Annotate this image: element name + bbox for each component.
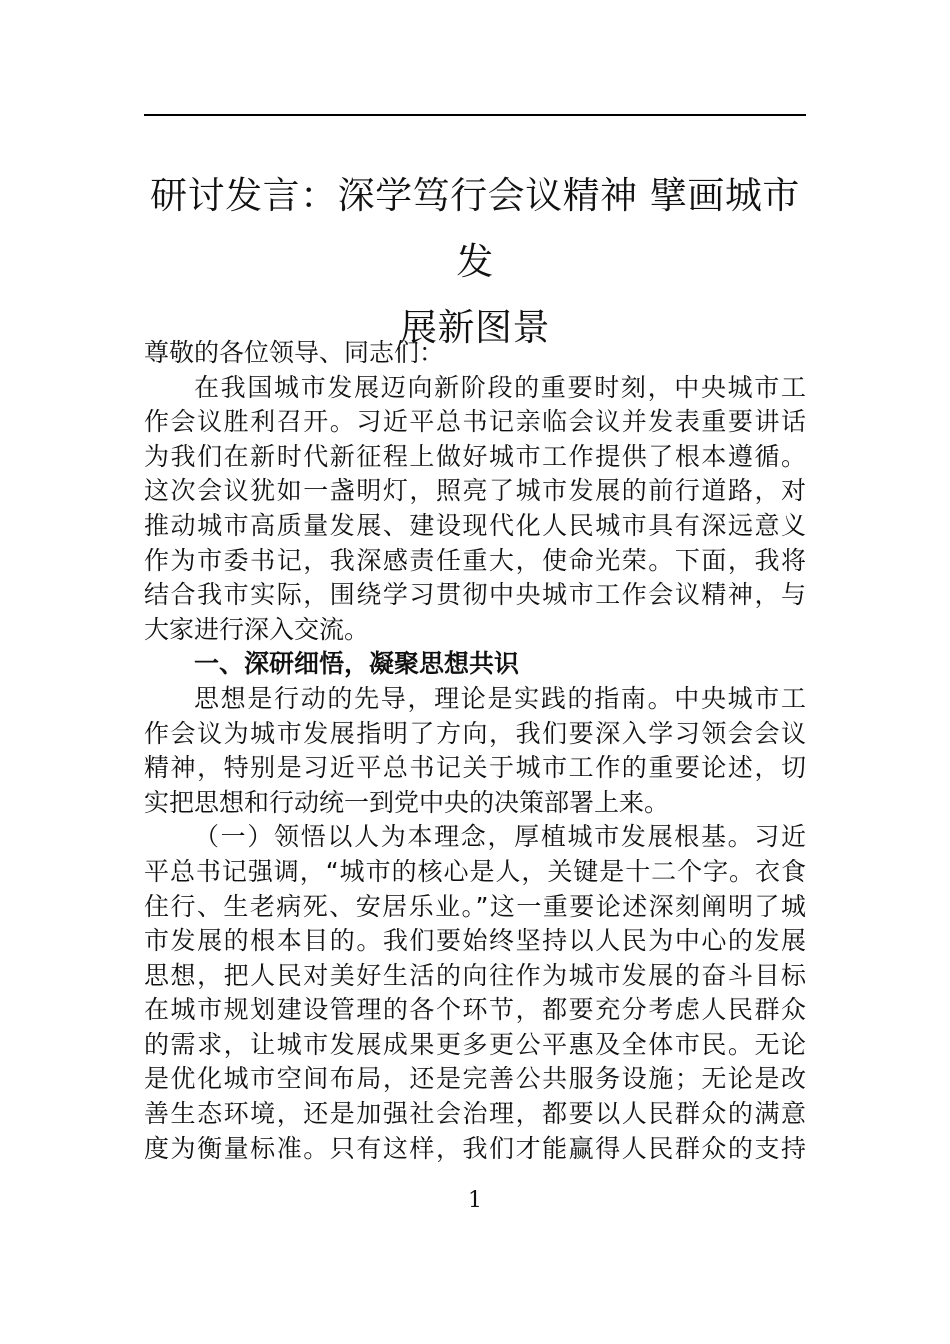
text-line: 思想是行动的先导，理论是实践的指南。中央城市工 [194,683,806,713]
title-line-2: 展新图景 [400,306,550,349]
text-line: 思想，把人民对美好生活的向往作为城市发展的奋斗目标 [144,960,806,990]
salutation: 尊敬的各位领导、同志们： [144,338,445,367]
text-line: 市发展的根本目的。我们要始终坚持以人民为中心的发展 [144,926,806,956]
text-line: 结合我市实际，围绕学习贯彻中央城市工作会议精神，与 [144,580,806,610]
text-line: 善生态环境，还是加强社会治理，都要以人民群众的满意 [144,1099,806,1129]
text-line: 是优化城市空间布局，还是完善公共服务设施；无论是改 [144,1064,806,1094]
paragraph-subsection-1 [144,820,806,1166]
paragraph-section-1 [144,682,806,820]
text-line: 平总书记强调，“城市的核心是人，关键是十二个字。衣食 [144,856,806,886]
text-line: 这次会议犹如一盏明灯，照亮了城市发展的前行道路，对 [144,476,806,506]
text-line: 实把思想和行动统一到党中央的决策部署上来。 [144,787,670,817]
page-number: 1 [468,1188,482,1213]
text-line: （一）领悟以人为本理念，厚植城市发展根基。习近 [194,822,806,852]
document-body [144,336,806,1166]
text-line: 住行、生老病死、安居乐业。”这一重要论述深刻阐明了城 [144,891,806,921]
header-rule [144,114,806,116]
paragraph-intro [144,371,806,648]
text-line: 在我国城市发展迈向新阶段的重要时刻，中央城市工 [194,372,806,402]
text-line: 大家进行深入交流。 [144,614,370,644]
text-line: 的需求，让城市发展成果更多更公平惠及全体市民。无论 [144,1029,806,1059]
text-line: 精神，特别是习近平总书记关于城市工作的重要论述，切 [144,753,806,783]
document-title [144,163,806,361]
text-line: 推动城市高质量发展、建设现代化人民城市具有深远意义 [144,510,806,540]
text-line: 为我们在新时代新征程上做好城市工作提供了根本遵循。 [144,441,806,471]
text-line: 作会议胜利召开。习近平总书记亲临会议并发表重要讲话 [144,407,806,437]
title-line-1: 研讨发言：深学笃行会议精神 擘画城市发 [150,174,800,283]
section-heading: 一、深研细悟，凝聚思想共识 [194,649,520,679]
text-line: 度为衡量标准。只有这样，我们才能赢得人民群众的支持 [144,1133,806,1163]
text-line: 在城市规划建设管理的各个环节，都要充分考虑人民群众 [144,995,806,1025]
text-line: 作会议为城市发展指明了方向，我们要深入学习领会会议 [144,718,806,748]
text-line: 作为市委书记，我深感责任重大，使命光荣。下面，我将 [144,545,806,575]
